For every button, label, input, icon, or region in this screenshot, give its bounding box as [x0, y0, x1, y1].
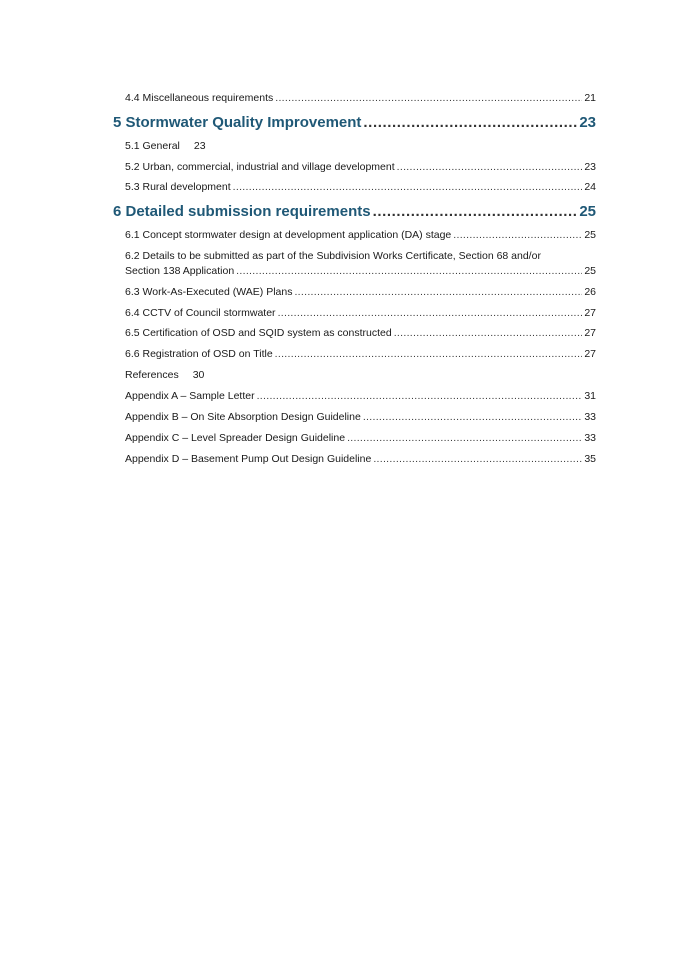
toc-entry-6-4[interactable] [125, 306, 596, 320]
toc-entry-title: 5.1 General [125, 140, 180, 152]
toc-entry-4-4[interactable] [125, 91, 596, 105]
toc-page-number: 33 [584, 411, 596, 423]
toc-leader-dots [233, 180, 583, 194]
toc-entry-title: 6.5 Certification of OSD and SQID system as constructed [125, 327, 392, 339]
toc-heading-title: 5 Stormwater Quality Improvement [113, 114, 362, 131]
toc-leader-dots [257, 389, 583, 403]
toc-page-number: 23 [579, 114, 596, 131]
toc-page-number: 25 [579, 203, 596, 220]
toc-entry-title: Appendix B – On Site Absorption Design Guideline [125, 411, 361, 423]
toc-page-number: 23 [193, 140, 206, 152]
toc-leader-dots [278, 306, 583, 320]
toc-entry-6-1[interactable] [125, 228, 596, 242]
toc-entry-title-line1: 6.2 Details to be submitted as part of the Subdivision Works Certificate, Section 68 and/or [125, 250, 541, 262]
toc-heading-title: 6 Detailed submission requirements [113, 203, 371, 220]
toc-leader-dots [347, 431, 582, 445]
toc-leader-dots [373, 452, 582, 466]
toc-page-number: 25 [584, 229, 596, 241]
toc-entry-appendix-b[interactable] [125, 410, 596, 424]
toc-entry-title: 5.3 Rural development [125, 181, 231, 193]
toc-entry-title: Appendix C – Level Spreader Design Guideline [125, 432, 346, 444]
toc-page-number: 27 [584, 348, 596, 360]
toc-leader-dots [363, 410, 582, 424]
toc-leader-dots [453, 228, 582, 242]
toc-entry-6-5[interactable] [125, 326, 596, 340]
toc-page-number: 31 [584, 390, 596, 402]
toc-leader-dots [275, 91, 582, 105]
toc-entry-references[interactable] [125, 368, 596, 382]
toc-leader-dots [397, 160, 583, 174]
toc-entry-6-3[interactable] [125, 285, 596, 299]
toc-page-number: 33 [584, 432, 596, 444]
toc-page-number: 27 [584, 307, 596, 319]
toc-page-number: 30 [192, 369, 205, 381]
toc-entry-title: Appendix D – Basement Pump Out Design Guideline [125, 453, 372, 465]
toc-leader-dots [275, 347, 583, 361]
toc-page-number: 21 [584, 92, 596, 104]
toc-leader-dots [373, 203, 578, 221]
toc-entry-title: 6.4 CCTV of Council stormwater [125, 307, 276, 319]
toc-page-number: 25 [584, 265, 596, 277]
toc-leader-dots [363, 114, 577, 132]
toc-page-number: 26 [584, 286, 596, 298]
toc-page-number: 24 [584, 181, 596, 193]
toc-entry-title: References [125, 369, 179, 381]
toc-entry-5-1[interactable] [125, 139, 596, 153]
toc-heading-6[interactable] [113, 203, 596, 221]
toc-entry-appendix-c[interactable] [125, 431, 596, 445]
toc-entry-title: Appendix A – Sample Letter [125, 390, 255, 402]
toc-entry-6-2[interactable] [125, 249, 596, 279]
toc-leader-dots [236, 264, 582, 279]
toc-entry-title-line2: Section 138 Application [125, 265, 235, 277]
toc-page-number: 23 [584, 161, 596, 173]
toc-page-number: 35 [584, 453, 596, 465]
toc-leader-dots [294, 285, 582, 299]
toc-entry-title: 5.2 Urban, commercial, industrial and village development [125, 161, 395, 173]
toc-page-number: 27 [584, 327, 596, 339]
toc-entry-5-2[interactable] [125, 160, 596, 174]
toc-entry-title: 4.4 Miscellaneous requirements [125, 92, 274, 104]
toc-leader-dots [394, 326, 583, 340]
toc-entry-6-6[interactable] [125, 347, 596, 361]
toc-entry-title: 6.6 Registration of OSD on Title [125, 348, 273, 360]
toc-entry-title: 6.1 Concept stormwater design at development application (DA) stage [125, 229, 452, 241]
toc-entry-appendix-a[interactable] [125, 389, 596, 403]
toc-entry-title: 6.3 Work-As-Executed (WAE) Plans [125, 286, 293, 298]
toc-entry-appendix-d[interactable] [125, 452, 596, 466]
toc-entry-5-3[interactable] [125, 180, 596, 194]
toc-heading-5[interactable] [113, 114, 596, 132]
